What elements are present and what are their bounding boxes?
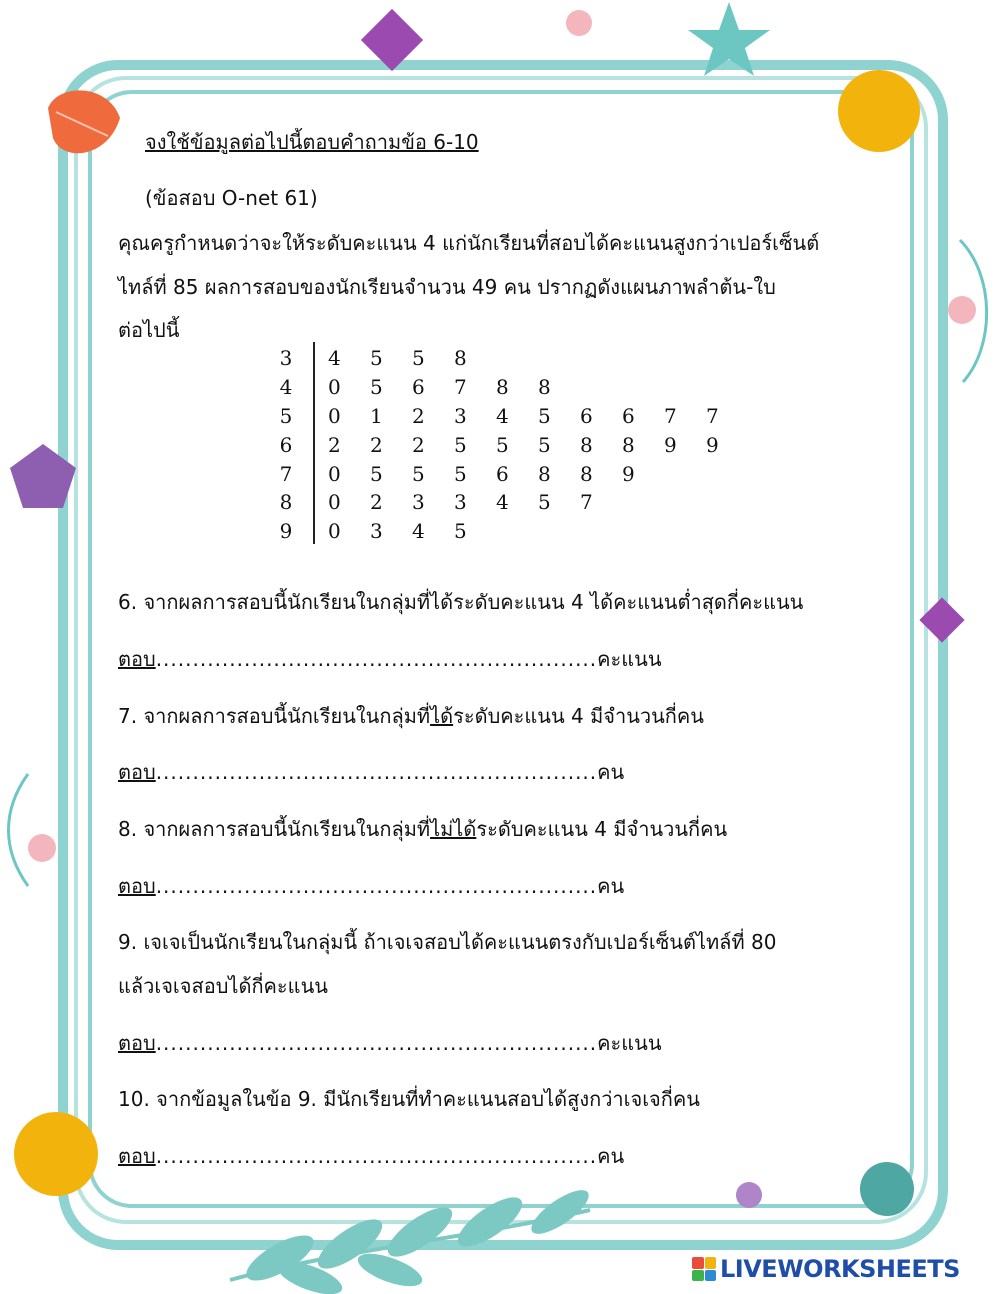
answer-7-blank[interactable]: ............................................................ bbox=[155, 760, 598, 784]
leaf-value: 5 bbox=[538, 432, 551, 457]
leaf-value: 8 bbox=[496, 375, 509, 400]
liveworksheets-logo-icon bbox=[692, 1257, 716, 1281]
question-8-text-end: ระดับคะแนน 4 มีจำนวนกี่คน bbox=[476, 817, 728, 841]
leaf-value: 5 bbox=[412, 461, 425, 486]
stem-leaf-row bbox=[270, 430, 748, 459]
answer-label: ตอบ bbox=[118, 1031, 156, 1055]
leaf-list bbox=[302, 375, 580, 399]
intro-line-1: คุณครูกำหนดว่าจะให้ระดับคะแนน 4 แก่นักเรียนที่สอบได้คะแนนสูงกว่าเปอร์เซ็นต์ bbox=[118, 231, 820, 255]
stem-value: 4 bbox=[279, 375, 293, 400]
stem-leaf-row bbox=[270, 402, 748, 431]
answer-8-blank[interactable]: ............................................................ bbox=[155, 874, 598, 898]
stem-value: 7 bbox=[279, 461, 293, 486]
leaf-list bbox=[302, 490, 622, 514]
leaf-value: 4 bbox=[412, 519, 425, 544]
pentagon-decoration-icon bbox=[8, 442, 78, 510]
stem-value: 6 bbox=[279, 432, 293, 457]
question-7-emphasis: ได้ bbox=[430, 704, 454, 728]
answer-label: ตอบ bbox=[118, 1144, 156, 1168]
leaf-value: 4 bbox=[328, 346, 341, 371]
leaf-value: 0 bbox=[328, 490, 341, 515]
answer-unit: คะแนน bbox=[597, 1031, 662, 1055]
answer-label: ตอบ bbox=[118, 760, 156, 784]
stem-leaf-row bbox=[270, 517, 748, 546]
question-7 bbox=[118, 702, 704, 730]
leaf-value: 8 bbox=[580, 461, 593, 486]
leaf-value: 3 bbox=[454, 490, 467, 515]
answer-6-blank[interactable]: ............................................................ bbox=[155, 647, 598, 671]
star-decoration-icon bbox=[684, 0, 774, 80]
leaf-value: 7 bbox=[580, 490, 593, 515]
instruction-heading: จงใช้ข้อมูลต่อไปนี้ตอบคำถามข้อ 6-10 bbox=[145, 130, 479, 154]
leaf-value: 7 bbox=[706, 403, 719, 428]
question-8-text: 8. จากผลการสอบนี้นักเรียนในกลุ่มที่ bbox=[118, 817, 431, 841]
answer-unit: คน bbox=[597, 1144, 625, 1168]
question-9-line-2: แล้วเจเจสอบได้กี่คะแนน bbox=[118, 974, 328, 998]
yellow-circle-decoration-bottom bbox=[14, 1112, 98, 1196]
leaf-value: 5 bbox=[538, 403, 551, 428]
question-10: 10. จากข้อมูลในข้อ 9. มีนักเรียนที่ทำคะแนนสอบได้สูงกว่าเจเจกี่คน bbox=[118, 1087, 700, 1111]
answer-label: ตอบ bbox=[118, 874, 156, 898]
answer-unit: คน bbox=[597, 874, 625, 898]
answer-unit: คน bbox=[597, 760, 625, 784]
leaf-value: 7 bbox=[664, 403, 677, 428]
question-7-text-end: ระดับคะแนน 4 มีจำนวนกี่คน bbox=[453, 704, 704, 728]
question-8 bbox=[118, 815, 727, 843]
stem-value: 8 bbox=[279, 490, 293, 515]
answer-9-blank[interactable]: ............................................................ bbox=[155, 1031, 598, 1055]
stem-leaf-row bbox=[270, 459, 748, 488]
leaf-list bbox=[302, 404, 748, 428]
small-diamond-decoration-icon bbox=[916, 594, 968, 646]
leaf-value: 9 bbox=[622, 461, 635, 486]
leaf-value: 2 bbox=[412, 432, 425, 457]
leaf-value: 6 bbox=[412, 375, 425, 400]
leaf-value: 0 bbox=[328, 403, 341, 428]
stem-leaf-row bbox=[270, 344, 748, 373]
answer-unit: คะแนน bbox=[597, 647, 662, 671]
leaf-value: 4 bbox=[496, 490, 509, 515]
leaf-value: 2 bbox=[370, 490, 383, 515]
teal-circle-decoration bbox=[860, 1162, 914, 1216]
leaf-value: 3 bbox=[370, 519, 383, 544]
yellow-circle-decoration bbox=[838, 70, 920, 152]
leaf-value: 5 bbox=[454, 519, 467, 544]
answer-8-row bbox=[118, 872, 624, 900]
pink-dot-decoration bbox=[566, 10, 592, 36]
leaf-list bbox=[302, 519, 496, 543]
answer-6-row bbox=[118, 645, 662, 673]
question-7-text: 7. จากผลการสอบนี้นักเรียนในกลุ่มที่ bbox=[118, 704, 431, 728]
leaf-value: 0 bbox=[328, 519, 341, 544]
pink-dot-decoration-left bbox=[28, 834, 56, 862]
leaf-value: 6 bbox=[580, 403, 593, 428]
liveworksheets-logo[interactable] bbox=[692, 1255, 960, 1283]
answer-10-blank[interactable]: ............................................................ bbox=[155, 1144, 598, 1168]
leaf-list bbox=[302, 462, 664, 486]
leaf-value: 5 bbox=[370, 461, 383, 486]
leaf-value: 2 bbox=[412, 403, 425, 428]
intro-line-2: ไทล์ที่ 85 ผลการสอบของนักเรียนจำนวน 49 คน ปรากฏดังแผนภาพลำต้น-ใบ bbox=[118, 275, 776, 299]
leaf-value: 0 bbox=[328, 461, 341, 486]
leaf-value: 8 bbox=[538, 375, 551, 400]
leaf-list bbox=[302, 433, 748, 457]
leaf-value: 8 bbox=[538, 461, 551, 486]
left-arc-decoration-icon bbox=[2, 770, 32, 890]
answer-label: ตอบ bbox=[118, 647, 156, 671]
question-6: 6. จากผลการสอบนี้นักเรียนในกลุ่มที่ได้ระดับคะแนน 4 ได้คะแนนต่ำสุดกี่คะแนน bbox=[118, 590, 804, 614]
pink-dot-decoration-right bbox=[948, 296, 976, 324]
stem-leaf-row bbox=[270, 373, 748, 402]
lilac-dot-decoration bbox=[736, 1182, 762, 1208]
stem-leaf-row bbox=[270, 488, 748, 517]
stem-leaf-plot bbox=[270, 344, 748, 546]
leaf-list bbox=[302, 346, 496, 370]
intro-line-3: ต่อไปนี้ bbox=[118, 318, 180, 342]
question-8-emphasis: ไม่ได้ bbox=[430, 817, 477, 841]
answer-9-row bbox=[118, 1029, 662, 1057]
stem-value: 5 bbox=[279, 403, 293, 428]
question-9-line-1: 9. เจเจเป็นนักเรียนในกลุ่มนี้ ถ้าเจเจสอบได้คะแนนตรงกับเปอร์เซ็นต์ไทล์ที่ 80 bbox=[118, 930, 777, 954]
leaf-value: 6 bbox=[496, 461, 509, 486]
source-note: (ข้อสอบ O-net 61) bbox=[145, 186, 318, 210]
leaf-value: 2 bbox=[370, 432, 383, 457]
leaf-value: 8 bbox=[454, 346, 467, 371]
leaf-value: 9 bbox=[706, 432, 719, 457]
stem-value: 9 bbox=[279, 519, 293, 544]
leaf-value: 0 bbox=[328, 375, 341, 400]
leaf-value: 5 bbox=[370, 375, 383, 400]
leaf-value: 5 bbox=[412, 346, 425, 371]
leaf-value: 3 bbox=[454, 403, 467, 428]
leaf-value: 8 bbox=[622, 432, 635, 457]
answer-7-row bbox=[118, 758, 624, 786]
leaf-value: 3 bbox=[412, 490, 425, 515]
leaf-value: 5 bbox=[538, 490, 551, 515]
fern-leaves-decoration-icon bbox=[220, 1180, 600, 1294]
leaf-value: 7 bbox=[454, 375, 467, 400]
liveworksheets-wordmark: LIVEWORKSHEETS bbox=[720, 1255, 960, 1283]
leaf-value: 2 bbox=[328, 432, 341, 457]
leaf-value: 9 bbox=[664, 432, 677, 457]
leaf-value: 6 bbox=[622, 403, 635, 428]
answer-10-row bbox=[118, 1142, 624, 1170]
leaf-value: 8 bbox=[580, 432, 593, 457]
leaf-value: 5 bbox=[496, 432, 509, 457]
leaf-value: 5 bbox=[370, 346, 383, 371]
leaf-value: 5 bbox=[454, 432, 467, 457]
leaf-value: 1 bbox=[370, 403, 383, 428]
stem-value: 3 bbox=[279, 346, 293, 371]
diamond-decoration-icon bbox=[356, 4, 428, 76]
leaf-decoration-icon bbox=[38, 78, 128, 168]
leaf-value: 5 bbox=[454, 461, 467, 486]
leaf-value: 4 bbox=[496, 403, 509, 428]
